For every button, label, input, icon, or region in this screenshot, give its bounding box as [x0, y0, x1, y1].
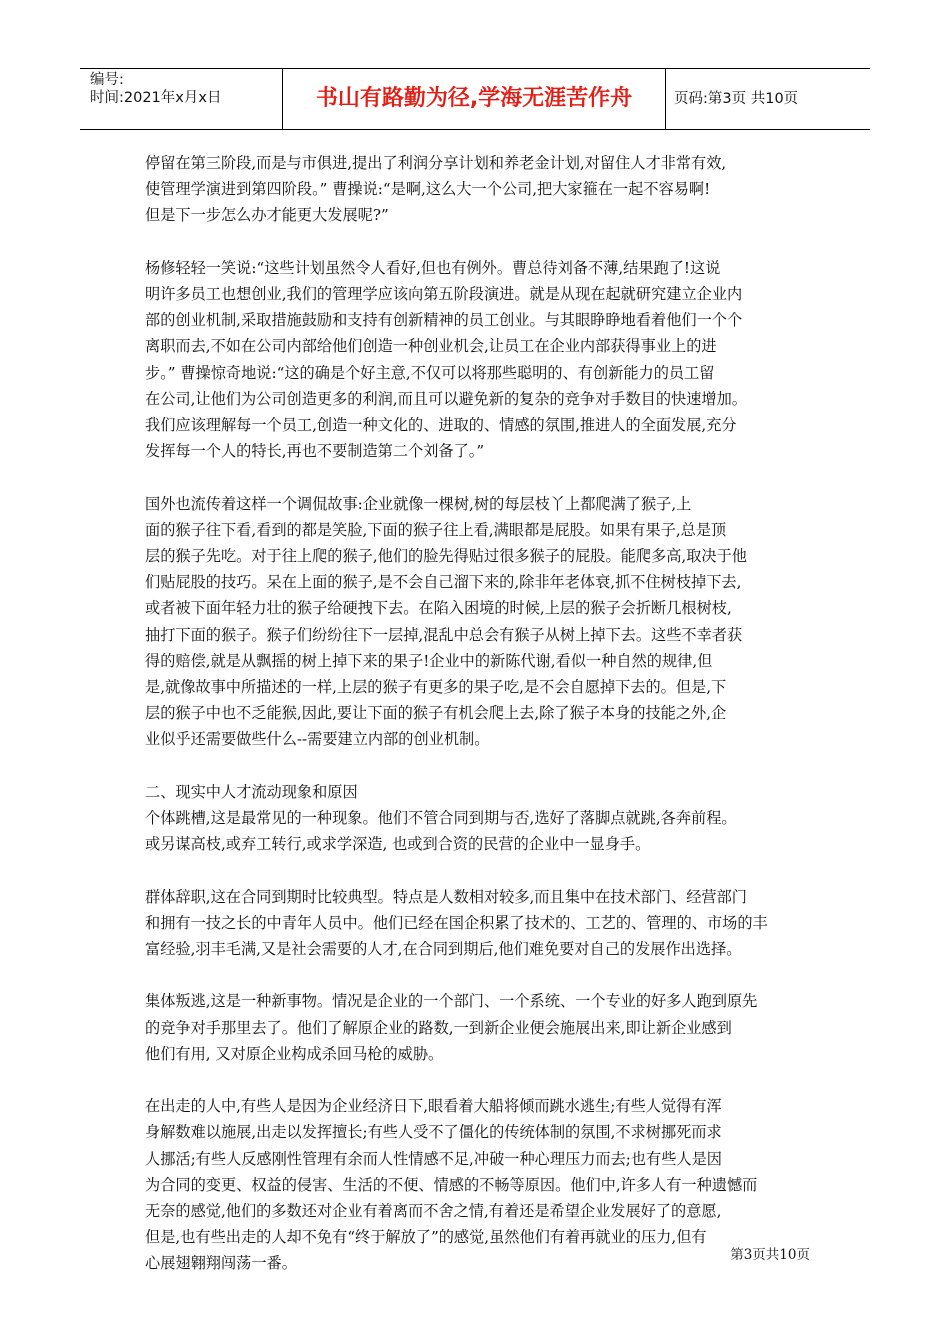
text-line: 无奈的感觉,他们的多数还对企业有着离而不舍之情,有着还是希望企业发展好了的意愿, — [145, 1202, 722, 1221]
text-line: 群体辞职,这在合同到期时比较典型。特点是人数相对较多,而且集中在技术部门、经营部门 — [145, 887, 747, 906]
text-line: 使管理学演进到第四阶段。” 曹操说:“是啊,这么大一个公司,把大家箍在一起不容易啊! — [145, 180, 711, 199]
text-line: 是,就像故事中所描述的一样,上层的猴子有更多的果子吃,是不会自愿掉下去的。但是,下 — [145, 678, 727, 697]
header-motto: 书山有路勤为径,学海无涯苦作舟 — [282, 69, 666, 129]
text-line: 们贴屁股的技巧。呆在上面的猴子,是不会自己溜下来的,除非年老体衰,抓不住树枝掉下去, — [145, 573, 742, 592]
text-line: 或另谋高枝,或弃工转行,或求学深造, 也或到合资的民营的企业中一显身手。 — [145, 835, 651, 854]
text-line: 但是下一步怎么办才能更大发展呢?” — [145, 206, 389, 225]
text-line: 国外也流传着这样一个调侃故事:企业就像一棵树,树的每层枝丫上都爬满了猴子,上 — [145, 494, 692, 513]
text-line: 心展翅翱翔闯荡一番。 — [145, 1254, 297, 1273]
text-line: 他们有用, 又对原企业构成杀回马枪的威胁。 — [145, 1044, 444, 1063]
text-line: 发挥每一个人的特长,再也不要制造第二个刘备了。” — [145, 442, 485, 461]
paragraph-gap — [145, 464, 810, 490]
page-footer: 第3页共10页 — [730, 1247, 810, 1263]
text-line: 在公司,让他们为公司创造更多的利润,而且可以避免新的复杂的竞争对手数目的快速增加。 — [145, 389, 747, 408]
text-line: 的竞争对手那里去了。他们了解原企业的路数,一到新企业便会施展出来,即让新企业感到 — [145, 1018, 732, 1037]
text-line: 人挪活;有些人反感刚性管理有余而人性情感不足,冲破一种心理压力而去;也有些人是因 — [145, 1149, 722, 1168]
document-body — [145, 150, 810, 1277]
paragraph — [145, 988, 810, 1067]
paragraph — [145, 779, 810, 858]
text-line: 在出走的人中,有些人是因为企业经济日下,眼看着大船将倾而跳水逃生;有些人觉得有浑 — [145, 1097, 722, 1116]
page-header — [80, 68, 870, 130]
text-line: 层的猴子中也不乏能猴,因此,要让下面的猴子有机会爬上去,除了猴子本身的技能之外,企 — [145, 704, 727, 723]
paragraph — [145, 255, 810, 465]
text-line: 二、现实中人才流动现象和原因 — [145, 782, 358, 801]
number-label: 编号: — [90, 72, 124, 88]
header-info — [80, 69, 282, 129]
text-line: 或者被下面年轻力壮的猴子给硬拽下去。在陷入困境的时候,上层的猴子会折断几根树枝, — [145, 599, 732, 618]
paragraph-gap — [145, 753, 810, 779]
text-line: 身解数难以施展,出走以发挥擅长;有些人受不了僵化的传统体制的氛围,不求树挪死而求 — [145, 1123, 722, 1142]
text-line: 步。” 曹操惊奇地说:“这的确是个好主意,不仅可以将那些聪明的、有创新能力的员工留 — [145, 363, 715, 382]
paragraph-gap — [145, 1067, 810, 1093]
text-line: 得的赔偿,就是从飘摇的树上掉下来的果子!企业中的新陈代谢,看似一种自然的规律,但 — [145, 651, 713, 670]
text-line: 个体跳槽,这是最常见的一种现象。他们不管合同到期与否,选好了落脚点就跳,各奔前程。 — [145, 809, 737, 828]
text-line: 和拥有一技之长的中青年人员中。他们已经在国企积累了技术的、工艺的、管理的、市场的丰 — [145, 913, 768, 932]
text-line: 抽打下面的猴子。猴子们纷纷往下一层掉,混乱中总会有猴子从树上掉下去。这些不幸者获 — [145, 625, 743, 644]
text-line: 但是,也有些出走的人却不免有“终于解放了”的感觉,虽然他们有着再就业的压力,但有 — [145, 1228, 707, 1247]
text-line: 离职而去,不如在公司内部给他们创造一种创业机会,让员工在企业内部获得事业上的进 — [145, 337, 717, 356]
paragraph — [145, 491, 810, 753]
text-line: 为合同的变更、权益的侵害、生活的不便、情感的不畅等原因。他们中,许多人有一种遗憾而 — [145, 1175, 758, 1194]
text-line: 富经验,羽丰毛满,又是社会需要的人才,在合同到期后,他们难免要对自己的发展作出选择。 — [145, 940, 742, 959]
text-line: 业似乎还需要做些什么--需要建立内部的创业机制。 — [145, 730, 490, 749]
text-line: 层的猴子先吃。对于往上爬的猴子,他们的脸先得贴过很多猴子的屁股。能爬多高,取决于他 — [145, 547, 747, 566]
date-label: 时间:2021年x月x日 — [90, 90, 222, 106]
text-line: 明许多员工也想创业,我们的管理学应该向第五阶段演进。就是从现在起就研究建立企业内 — [145, 285, 743, 303]
text-line: 集体叛逃,这是一种新事物。情况是企业的一个部门、一个系统、一个专业的好多人跑到原先 — [145, 992, 758, 1011]
text-line: 停留在第三阶段,而是与市俱进,提出了利润分享计划和养老金计划,对留住人才非常有效, — [145, 154, 727, 172]
paragraph — [145, 150, 810, 229]
text-line: 我们应该理解每一个员工,创造一种文化的、进取的、情感的氛围,推进人的全面发展,充分 — [145, 416, 737, 435]
paragraph — [145, 884, 810, 963]
paragraph-gap — [145, 857, 810, 883]
text-line: 杨修轻轻一笑说:“这些计划虽然令人看好,但也有例外。曹总待刘备不薄,结果跑了!这说 — [145, 258, 721, 277]
text-line: 部的创业机制,采取措施鼓励和支持有创新精神的员工创业。与其眼睁睁地看着他们一个个 — [145, 311, 743, 330]
header-page-code: 页码:第3页 共10页 — [674, 91, 799, 107]
paragraph-gap — [145, 229, 810, 255]
paragraph-gap — [145, 962, 810, 988]
text-line: 面的猴子往下看,看到的都是笑脸,下面的猴子往上看,满眼都是屁股。如果有果子,总是顶 — [145, 520, 727, 539]
